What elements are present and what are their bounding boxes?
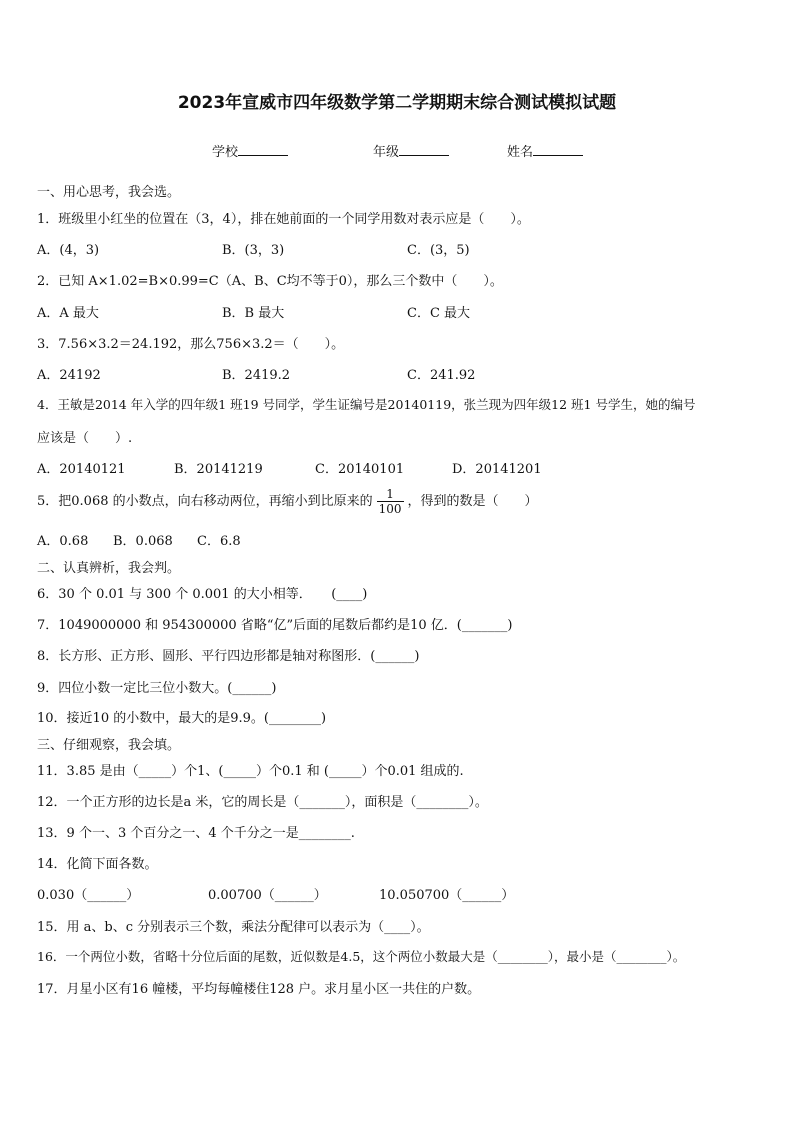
option-b: B．(3，3)	[222, 243, 285, 258]
question-16: 16．一个两位小数，省略十分位后面的尾数，近似数是4.5，这个两位小数最大是（________），最小是（________）。	[37, 949, 686, 964]
grade-field	[373, 141, 449, 160]
option-b: B．2419.2	[222, 368, 291, 383]
option-a: A．A 最大	[37, 306, 99, 321]
question-7: 7．1049000000 和 954300000 省略“亿”后面的尾数后都约是10 亿．(_______)	[37, 618, 513, 633]
question-15: 15．用 a、b、c 分别表示三个数，乘法分配律可以表示为（____）。	[37, 920, 430, 935]
school-blank	[238, 143, 288, 156]
school-field	[212, 141, 288, 160]
question-4-line-1: 4．王敏是2014 年入学的四年级1 班19 号同学，学生证编号是20140119，张兰现为四年级12 班1 号学生，她的编号	[37, 397, 696, 412]
option-a: A．0.68	[37, 534, 89, 549]
option-c: C．(3，5)	[407, 243, 470, 258]
question-2: 2．已知 A×1.02=B×0.99=C（A、B、C均不等于0），那么三个数中（ ）。	[37, 274, 503, 289]
question-14: 14．化简下面各数。	[37, 857, 158, 872]
grade-label: 年级	[373, 145, 400, 160]
option-c: C．C 最大	[407, 306, 471, 321]
question-9: 9．四位小数一定比三位小数大。(______)	[37, 681, 277, 696]
name-blank	[533, 143, 583, 156]
question-6: 6．30 个 0.01 与 300 个 0.001 的大小相等． (____)	[37, 587, 368, 602]
option-a: A．24192	[37, 368, 101, 383]
question-11: 11．3.85 是由（_____）个1、(_____）个0.1 和 (_____）个0.01 组成的.	[37, 764, 464, 779]
grade-blank	[399, 143, 449, 156]
question-8: 8．长方形、正方形、圆形、平行四边形都是轴对称图形．(______)	[37, 649, 420, 664]
option-b: B．B 最大	[222, 306, 285, 321]
option-a: A．(4，3)	[37, 243, 100, 258]
question-5	[37, 487, 538, 516]
option-b: B．20141219	[174, 462, 263, 477]
question-13: 13．9 个一、3 个百分之一、4 个千分之一是________.	[37, 826, 355, 841]
option-d: D．20141201	[452, 462, 542, 477]
option-a: A．20140121	[37, 462, 126, 477]
page-title: 2023年宣威市四年级数学第二学期期末综合测试模拟试题	[177, 93, 617, 113]
question-1: 1．班级里小红坐的位置在（3，4），排在她前面的一个同学用数对表示应是（ ）。	[37, 212, 530, 227]
fraction-denominator: 100	[378, 502, 402, 516]
simplify-item-3: 10.050700（______）	[379, 888, 515, 903]
name-label: 姓名	[507, 145, 534, 160]
option-c: C．20140101	[315, 462, 405, 477]
question-3: 3．7.56×3.2＝24.192，那么756×3.2＝（ ）。	[37, 337, 345, 352]
option-c: C．6.8	[197, 534, 241, 549]
question-17: 17．月星小区有16 幢楼，平均每幢楼住128 户。求月星小区一共住的户数。	[37, 982, 481, 997]
school-label: 学校	[212, 145, 239, 160]
question-4-line-2: 应该是（ ）.	[37, 431, 133, 446]
name-field	[507, 141, 583, 160]
option-b: B．0.068	[113, 534, 173, 549]
fraction	[377, 487, 404, 516]
section-2-heading: 二、认真辨析，我会判。	[37, 561, 181, 576]
question-10: 10．接近10 的小数中，最大的是9.9。(________)	[37, 711, 327, 726]
fraction-numerator: 1	[377, 487, 404, 502]
section-1-heading: 一、用心思考，我会选。	[37, 185, 181, 200]
question-12: 12．一个正方形的边长是a 米，它的周长是（_______），面积是（________）。	[37, 795, 488, 810]
question-5-text: 5．把0.068 的小数点，向右移动两位，再缩小到比原来的	[37, 494, 373, 509]
question-5-text-end: ，得到的数是（ ）	[407, 494, 538, 509]
simplify-item-2: 0.00700（______）	[208, 888, 327, 903]
option-c: C．241.92	[407, 368, 476, 383]
simplify-item-1: 0.030（______）	[37, 888, 140, 903]
section-3-heading: 三、仔细观察，我会填。	[37, 738, 181, 753]
